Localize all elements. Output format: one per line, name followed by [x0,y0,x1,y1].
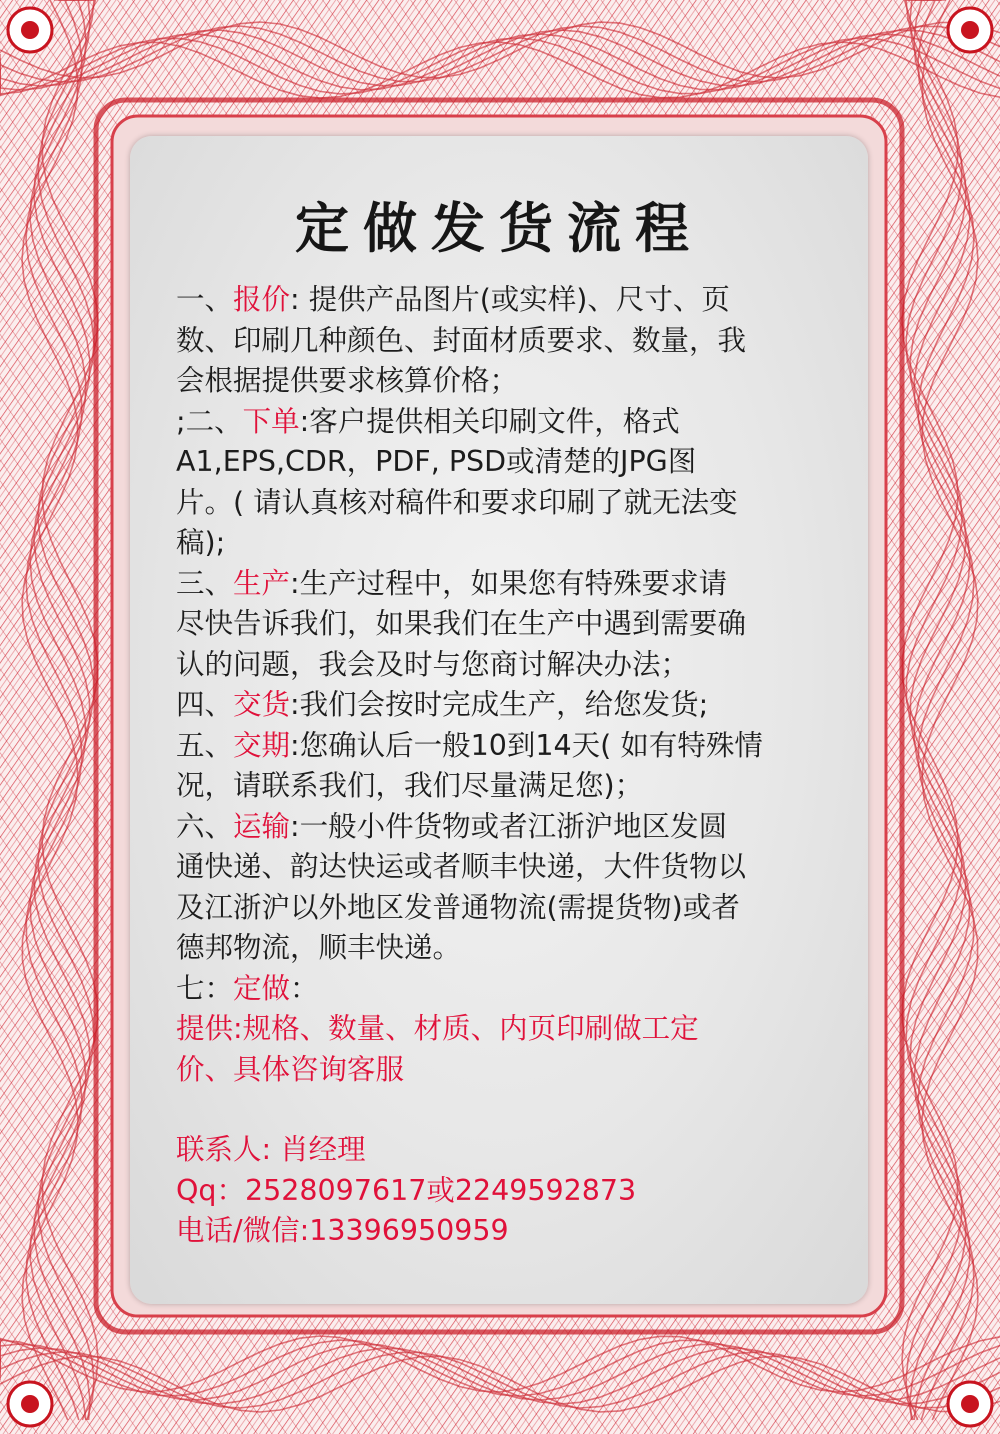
step-7-line-2: 价、具体咨询客服 [176,1052,405,1086]
step-3-line-3: 认的问题，我会及时与您商讨解决办法； [176,647,690,681]
step-7-number: 七： [176,971,234,1005]
step-2-label: 下单 [242,404,300,438]
corner-ornament-bl [8,1382,52,1426]
contact-qq: Qq：2528097617或2249592873 [176,1173,637,1207]
step-2-line-4: 稿); [176,526,226,559]
step-3-line-2: 尽快告诉我们，如果我们在生产中遇到需要确 [176,607,747,640]
corner-ornament-tl [8,8,52,52]
corner-ornament-tr [948,8,992,52]
step-5-number: 五、 [176,728,234,762]
step-2-number: ;二、 [176,404,243,438]
contact-person: 联系人: 肖经理 [176,1133,366,1166]
step-2-line-3: 片。( 请认真核对稿件和要求印刷了就无法变 [176,485,738,519]
step-2-line-1: ;二、下单:客户提供相关印刷文件，格式 [176,404,680,438]
step-1-line-1: 一、报价: 提供产品图片(或实样)、尺寸、页 [176,283,730,316]
step-3-label: 生产 [233,566,291,600]
step-4-label: 交货 [233,688,291,721]
step-6-number: 六、 [176,809,234,843]
step-1-label: 报价 [233,283,291,316]
step-6-line-3: 及江浙沪以外地区发普通物流(需提货物)或者 [176,890,740,924]
step-1-line-2: 数、印刷几种颜色、封面材质要求、数量，我 [176,323,747,357]
step-5-label: 交期 [233,728,291,762]
step-7-heading: 七：定做： [176,971,319,1005]
step-6-line-4: 德邦物流，顺丰快递。 [176,931,462,964]
corner-ornament-br [948,1382,992,1426]
step-2-line-2: A1,EPS,CDR，PDF, PSD或清楚的JPG图 [176,445,697,478]
step-7-label: 定做 [233,971,291,1005]
step-3-line-1: 三、生产:生产过程中，如果您有特殊要求请 [176,566,728,600]
step-3-number: 三、 [176,566,234,600]
step-7-line-1: 提供:规格、数量、材质、内页印刷做工定 [176,1012,699,1045]
page-title: 定做发货流程 [295,196,703,260]
step-5-line-2: 况，请联系我们，我们尽量满足您)； [176,769,644,802]
step-6-line-2: 通快递、韵达快运或者顺丰快递，大件货物以 [176,850,747,883]
step-4-line-1: 四、交货:我们会按时完成生产，给您发货; [176,688,709,721]
step-4-number: 四、 [176,688,234,721]
step-1-number: 一、 [176,283,234,316]
step-6-label: 运输 [233,809,291,843]
process-text [176,280,824,1252]
contact-phone: 电话/微信:13396950959 [176,1214,509,1247]
step-5-line-1: 五、交期:您确认后一般10到14天( 如有特殊情 [176,728,763,762]
step-6-line-1: 六、运输:一般小件货物或者江浙沪地区发圆 [176,809,728,843]
step-1-line-3: 会根据提供要求核算价格； [176,364,519,397]
